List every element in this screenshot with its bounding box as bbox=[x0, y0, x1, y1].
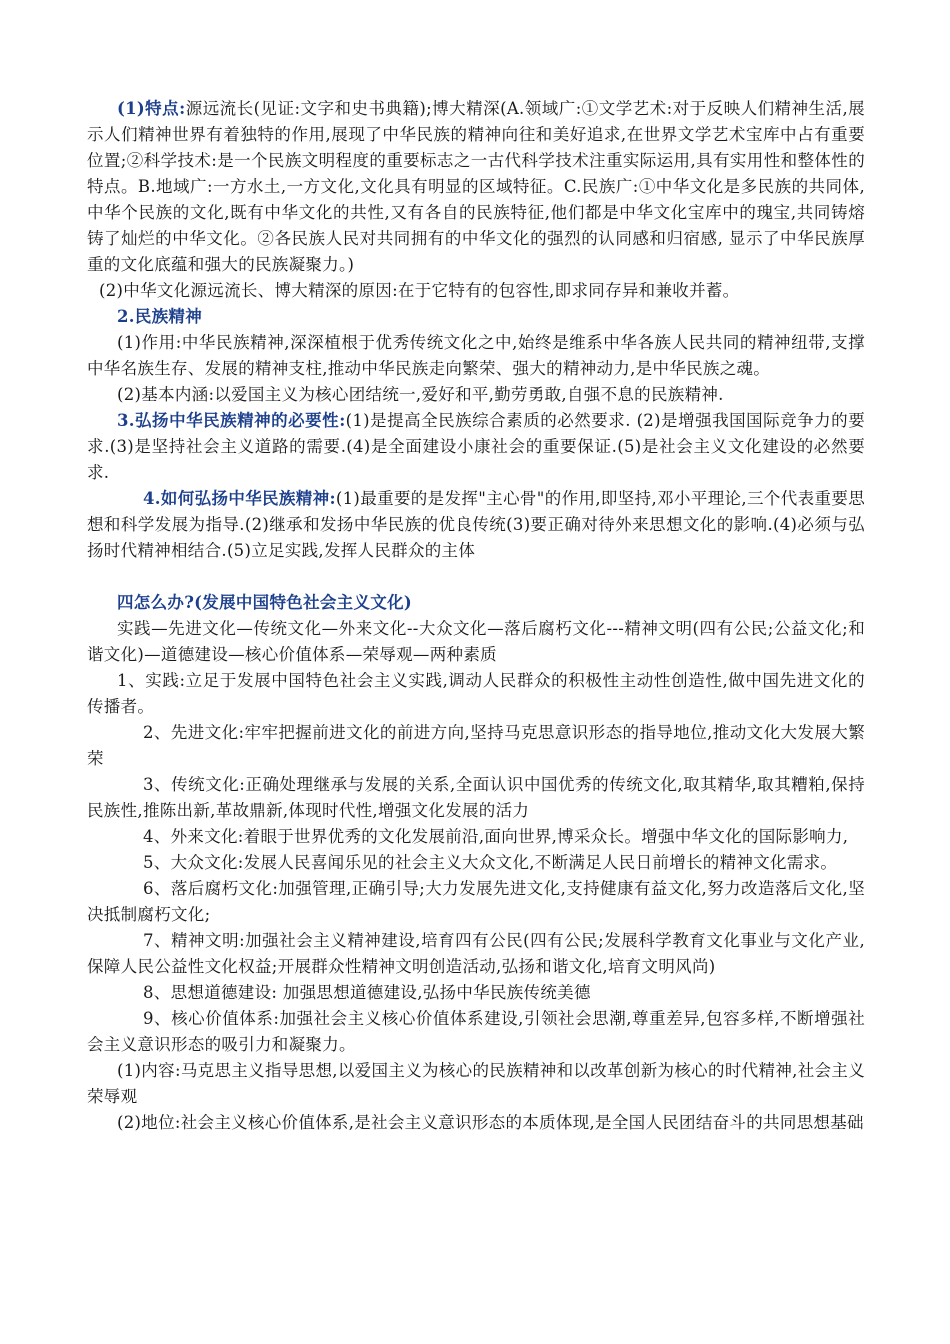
paragraph-how-to bbox=[87, 486, 865, 564]
heading-national-spirit: 2.民族精神 bbox=[117, 307, 203, 326]
label-necessity: 3.弘扬中华民族精神的必要性: bbox=[117, 411, 346, 430]
list-item: 1、实践:立足于发展中国特色社会主义实践,调动人民群众的积极性主动性创造性,做中国先进文化的传播者。 bbox=[87, 671, 865, 716]
list-item: 7、精神文明:加强社会主义精神建设,培育四有公民(四有公民;发展科学教育文化事业与文化产业,保障人民公益性文化权益;开展群众性精神文明创造活动,弘扬和谐文化,培育文明风尚) bbox=[87, 931, 865, 976]
document-page bbox=[87, 96, 865, 1136]
text-characteristics: 源远流长(见证:文字和史书典籍);博大精深(A.领域广:①文学艺术:对于反映人们精神生活,展示人们精神世界有着独特的作用,展现了中华民族的精神向往和美好追求,在世界文学艺术宝库中占有重要位置;②科学技术:是一个民族文明程度的重要标志之一古代科学技术注重实际运用,具有实用性和整体性的特点。B.地域广:一方水土,一方文化,文化具有明显的区域特征。C.民族广:①中华文化是多民族的共同体,中华个民族的文化,既有中华文化的共性,又有各自的民族特征,他们都是中华文化宝库中的瑰宝,共同铸熔铸了灿烂的中华文化。②各民族人民对共同拥有的中华文化的强烈的认同感和归宿感, 显示了中华民族厚重的文化底蕴和强大的民族凝聚力。) bbox=[87, 99, 865, 274]
paragraph-reason: (2)中华文化源远流长、博大精深的原因:在于它特有的包容性,即求同存异和兼收并蓄。 bbox=[99, 281, 740, 300]
paragraph-overview: 实践—先进文化—传统文化—外来文化--大众文化—落后腐朽文化---精神文明(四有公民;公益文化;和谐文化)—道德建设—核心价值体系—荣辱观—两种素质 bbox=[87, 619, 865, 664]
label-how-to: 4.如何弘扬中华民族精神: bbox=[143, 489, 336, 508]
label-characteristics: (1)特点: bbox=[117, 99, 186, 118]
paragraph-connotation: (2)基本内涵:以爱国主义为核心团结统一,爱好和平,勤劳勇敢,自强不息的民族精神. bbox=[117, 385, 724, 404]
list-item: 9、核心价值体系:加强社会主义核心价值体系建设,引领社会思潮,尊重差异,包容多样,不断增强社会主义意识形态的吸引力和凝聚力。 bbox=[87, 1009, 865, 1054]
text-how-to: (1)最重要的是发挥"主心骨"的作用,即坚持,邓小平理论,三个代表重要思想和科学发展为指导.(2)继承和发扬中华民族的优良传统(3)要正确对待外来思想文化的影响.(4)必须与弘扬时代精神相结合.(5)立足实践,发挥人民群众的主体 bbox=[87, 489, 865, 560]
paragraph-necessity bbox=[87, 408, 865, 486]
paragraph-status: (2)地位:社会主义核心价值体系,是社会主义意识形态的本质体现,是全国人民团结奋斗的共同思想基础 bbox=[117, 1113, 864, 1132]
paragraph-characteristics bbox=[87, 96, 865, 278]
heading-section-four: 四怎么办?(发展中国特色社会主义文化) bbox=[117, 593, 412, 612]
list-item: 5、大众文化:发展人民喜闻乐见的社会主义大众文化,不断满足人民日前增长的精神文化需求。 bbox=[143, 853, 838, 872]
list-item: 4、外来文化:着眼于世界优秀的文化发展前沿,面向世界,博采众长。增强中华文化的国际影响力, bbox=[143, 827, 849, 846]
list-item: 3、传统文化:正确处理继承与发展的关系,全面认识中国优秀的传统文化,取其精华,取其糟粕,保持民族性,推陈出新,革故鼎新,体现时代性,增强文化发展的活力 bbox=[87, 775, 865, 820]
list-item: 8、思想道德建设: 加强思想道德建设,弘扬中华民族传统美德 bbox=[143, 983, 591, 1002]
paragraph-content: (1)内容:马克思主义指导思想,以爱国主义为核心的民族精神和以改革创新为核心的时代精神,社会主义荣辱观 bbox=[87, 1061, 865, 1106]
paragraph-function: (1)作用:中华民族精神,深深植根于优秀传统文化之中,始终是维系中华各族人民共同的精神纽带,支撑中华名族生存、发展的精神支柱,推动中华民族走向繁荣、强大的精神动力,是中华民族之魂。 bbox=[87, 333, 865, 378]
text-necessity: (1)是提高全民族综合素质的必然要求. (2)是增强我国国际竞争力的要求.(3)是坚持社会主义道路的需要.(4)是全面建设小康社会的重要保证.(5)是社会主义文化建设的必然要求. bbox=[87, 411, 865, 482]
list-item: 2、先进文化:牢牢把握前进文化的前进方向,坚持马克思意识形态的指导地位,推动文化大发展大繁荣 bbox=[87, 723, 865, 768]
list-item: 6、落后腐朽文化:加强管理,正确引导;大力发展先进文化,支持健康有益文化,努力改造落后文化,坚决抵制腐朽文化; bbox=[87, 879, 865, 924]
